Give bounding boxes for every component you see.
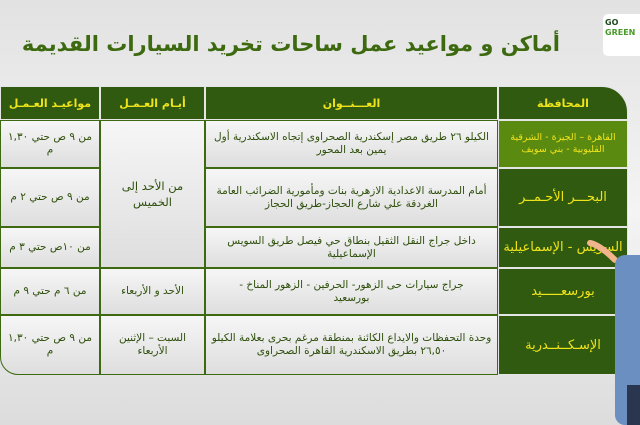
- days-cell: السبت – الإثنين الأربعاء: [100, 315, 205, 375]
- governorate-cell: القاهرة – الجيزة - الشرقية القليوبية - بني سويف: [498, 120, 628, 168]
- header-hours: مواعيـد العـمـل: [0, 86, 100, 120]
- address-cell: وحدة التحفظات والايداع الكائنة بمنطقة مرغم بحرى بعلامة الكيلو ٢٦,٥٠ بطريق الاسكندرية القاهرة الصحراوى: [205, 315, 498, 375]
- schedule-table: [0, 86, 628, 376]
- address-cell: أمام المدرسة الاعدادية الازهرية بنات ومأمورية الضرائب العامة الغردقة علي شارع الحجاز-طريق الحجاز: [205, 168, 498, 227]
- governorate-cell: البحـــر الأحـمــر: [498, 168, 628, 227]
- governorate-cell: السويس - الإسماعيلية: [498, 227, 628, 268]
- governorate-cell: بورسعـــــيد: [498, 268, 628, 315]
- hours-cell: من ٩ ص حتي ٢ م: [0, 168, 100, 227]
- hours-cell: من ٩ ص حتي ١,٣٠ م: [0, 120, 100, 168]
- hours-cell: من ٩ ص حتي ١,٣٠ م: [0, 315, 100, 375]
- logo-line-2: GREEN: [605, 28, 636, 37]
- header-governorate: المحافظة: [498, 86, 628, 120]
- days-cell: من الأحد إلى الخميس: [100, 120, 205, 268]
- hours-cell: من ١٠ص حتي ٣ م: [0, 227, 100, 268]
- logo-line-1: GO: [605, 18, 619, 27]
- days-cell: الأحد و الأربعاء: [100, 268, 205, 315]
- governorate-cell: الإسـكــنــدرية: [498, 315, 628, 375]
- address-cell: الكيلو ٢٦ طريق مصر إسكندرية الصحراوى إتجاه الاسكندرية أول يمين بعد المحور: [205, 120, 498, 168]
- address-cell: داخل جراج النقل الثقيل بنطاق حي فيصل طريق السويس الإسماعيلية: [205, 227, 498, 268]
- address-cell: جراج سيارات حى الزهور- الحرفين - الزهور المناخ - بورسعيد: [205, 268, 498, 315]
- hours-cell: من ٦ م حتي ٩ م: [0, 268, 100, 315]
- header-address: العـــنــوان: [205, 86, 498, 120]
- header-days: أيـام العـمـل: [100, 86, 205, 120]
- go-green-logo: [603, 14, 640, 56]
- page-title: أماكن و مواعيد عمل ساحات تخريد السيارات القديمة: [21, 32, 560, 56]
- presenter-illustration: [585, 225, 640, 425]
